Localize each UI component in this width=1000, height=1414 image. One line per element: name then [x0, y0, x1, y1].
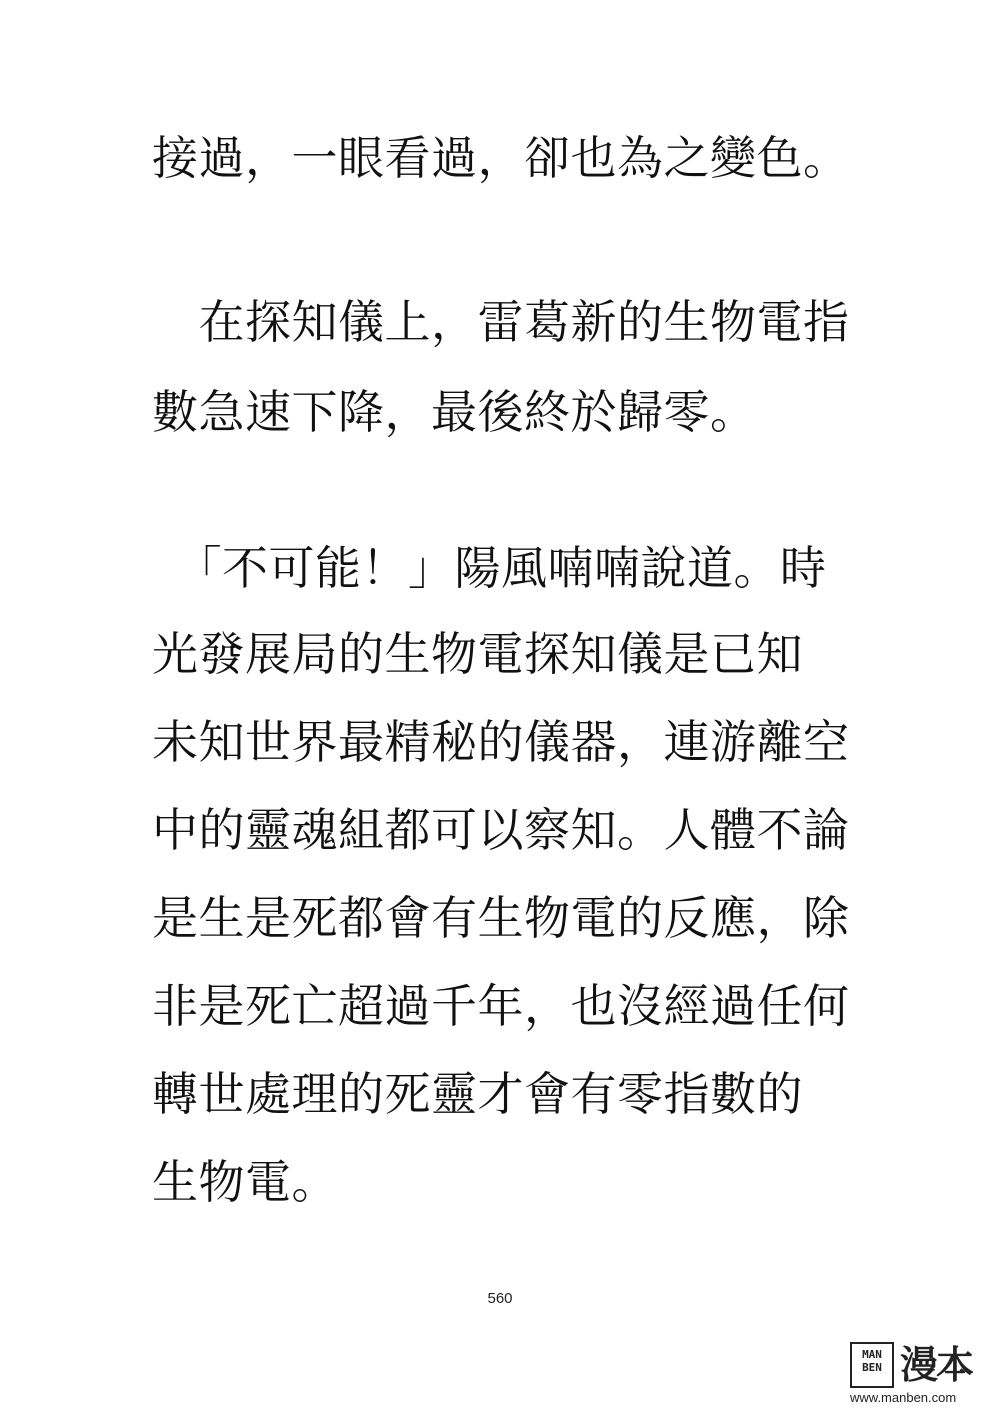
- site-watermark: [850, 1342, 990, 1406]
- watermark-url: www.manben.com: [850, 1390, 957, 1405]
- text-line: 接過，一眼看過，卻也為之變色。: [152, 131, 850, 185]
- text-line: 未知世界最精秘的儀器，連游離空: [152, 715, 850, 769]
- text-line: 光發展局的生物電探知儀是已知: [152, 627, 803, 681]
- watermark-title: 漫本: [900, 1343, 973, 1387]
- text-line: 中的靈魂組都可以察知。人體不論: [152, 803, 850, 857]
- text-line: 「不可能！」陽風喃喃說道。時: [152, 541, 827, 595]
- text-line: 數急速下降，最後終於歸零。: [152, 385, 757, 439]
- watermark-logo: MAN BEN: [850, 1342, 894, 1388]
- text-line: 在探知儀上，雷葛新的生物電指: [152, 295, 850, 349]
- text-line: 非是死亡超過千年，也沒經過任何: [152, 979, 850, 1033]
- text-line: 生物電。: [152, 1155, 338, 1209]
- text-line: 轉世處理的死靈才會有零指數的: [152, 1067, 803, 1121]
- text-line: 是生是死都會有生物電的反應，除: [152, 891, 850, 945]
- page-number: 560: [487, 1290, 513, 1307]
